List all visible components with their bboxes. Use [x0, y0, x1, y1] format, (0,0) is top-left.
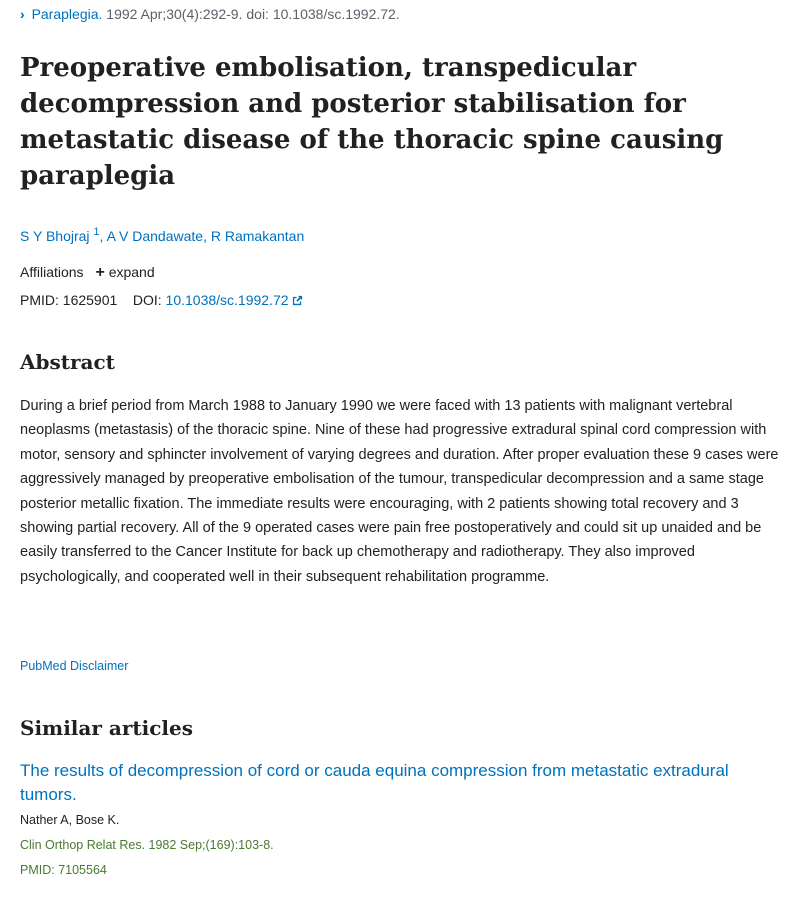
affiliations-label: Affiliations: [20, 264, 84, 280]
plus-icon: +: [95, 264, 105, 281]
author-link[interactable]: R Ramakantan: [210, 228, 305, 244]
similar-articles-heading: Similar articles: [20, 716, 193, 740]
doi-link[interactable]: 10.1038/sc.1992.72: [166, 292, 303, 308]
article-identifiers: [20, 292, 303, 308]
citation-details: 1992 Apr;30(4):292-9. doi: 10.1038/sc.1992.72.: [106, 6, 400, 22]
similar-article-title-link[interactable]: The results of decompression of cord or cauda equina compression from metastatic extradural tumors.: [20, 761, 729, 804]
pmid-value: 1625901: [62, 292, 118, 308]
expand-label: expand: [108, 264, 155, 280]
author-list: S Y Bhojraj $^1$, A V Dandawate, R Ramakantan: [20, 226, 305, 244]
doi-label: DOI:: [132, 292, 162, 308]
affiliations-toggle[interactable]: [20, 264, 155, 282]
citation-line: [20, 6, 400, 22]
similar-article-journal: Clin Orthop Relat Res. 1982 Sep;(169):103-8.: [20, 838, 274, 852]
affiliation-marker[interactable]: 1: [93, 226, 100, 238]
pmid-label: PMID:: [20, 292, 59, 308]
similar-article-authors: Nather A, Bose K.: [20, 813, 120, 827]
pubmed-disclaimer-link[interactable]: PubMed Disclaimer: [20, 659, 129, 673]
journal-link[interactable]: Paraplegia.: [31, 6, 103, 22]
article-title: Preoperative embolisation, transpedicular decompression and posterior stabilisation for metastatic disease of the thoracic spine causing paraplegia: [20, 53, 724, 191]
author-link[interactable]: A V Dandawate: [106, 228, 204, 244]
abstract-text: During a brief period from March 1988 to January 1990 we were faced with 13 patients with malignant vertebral neoplasms (metastasis) of the thoracic spine. Nine of these had progressive extradural spinal cord compression with motor, sensory and sphincter involvement of varying degrees and duration. After proper evaluation these 9 cases were aggressively managed by preoperative embolisation of the tumour, transpedicular decompression and a same stage posterior metallic fixation. The immediate results were encouraging, with 2 patients showing total recovery and 3 showing partial recovery. All of the 9 operated cases were pain free postoperatively and could sit up unaided and be easily transferred to the Cancer Institute for back up chemotherapy and radiotherapy. They also improved psychologically, and cooperated well in their subsequent rehabilitation programme.: [20, 398, 779, 585]
similar-article-pmid: PMID: 7105564: [20, 863, 107, 877]
abstract-heading: Abstract: [20, 350, 115, 374]
chevron-right-icon: ›: [20, 6, 25, 22]
author-link[interactable]: S Y Bhojraj: [20, 228, 90, 244]
external-link-icon: [292, 295, 303, 306]
